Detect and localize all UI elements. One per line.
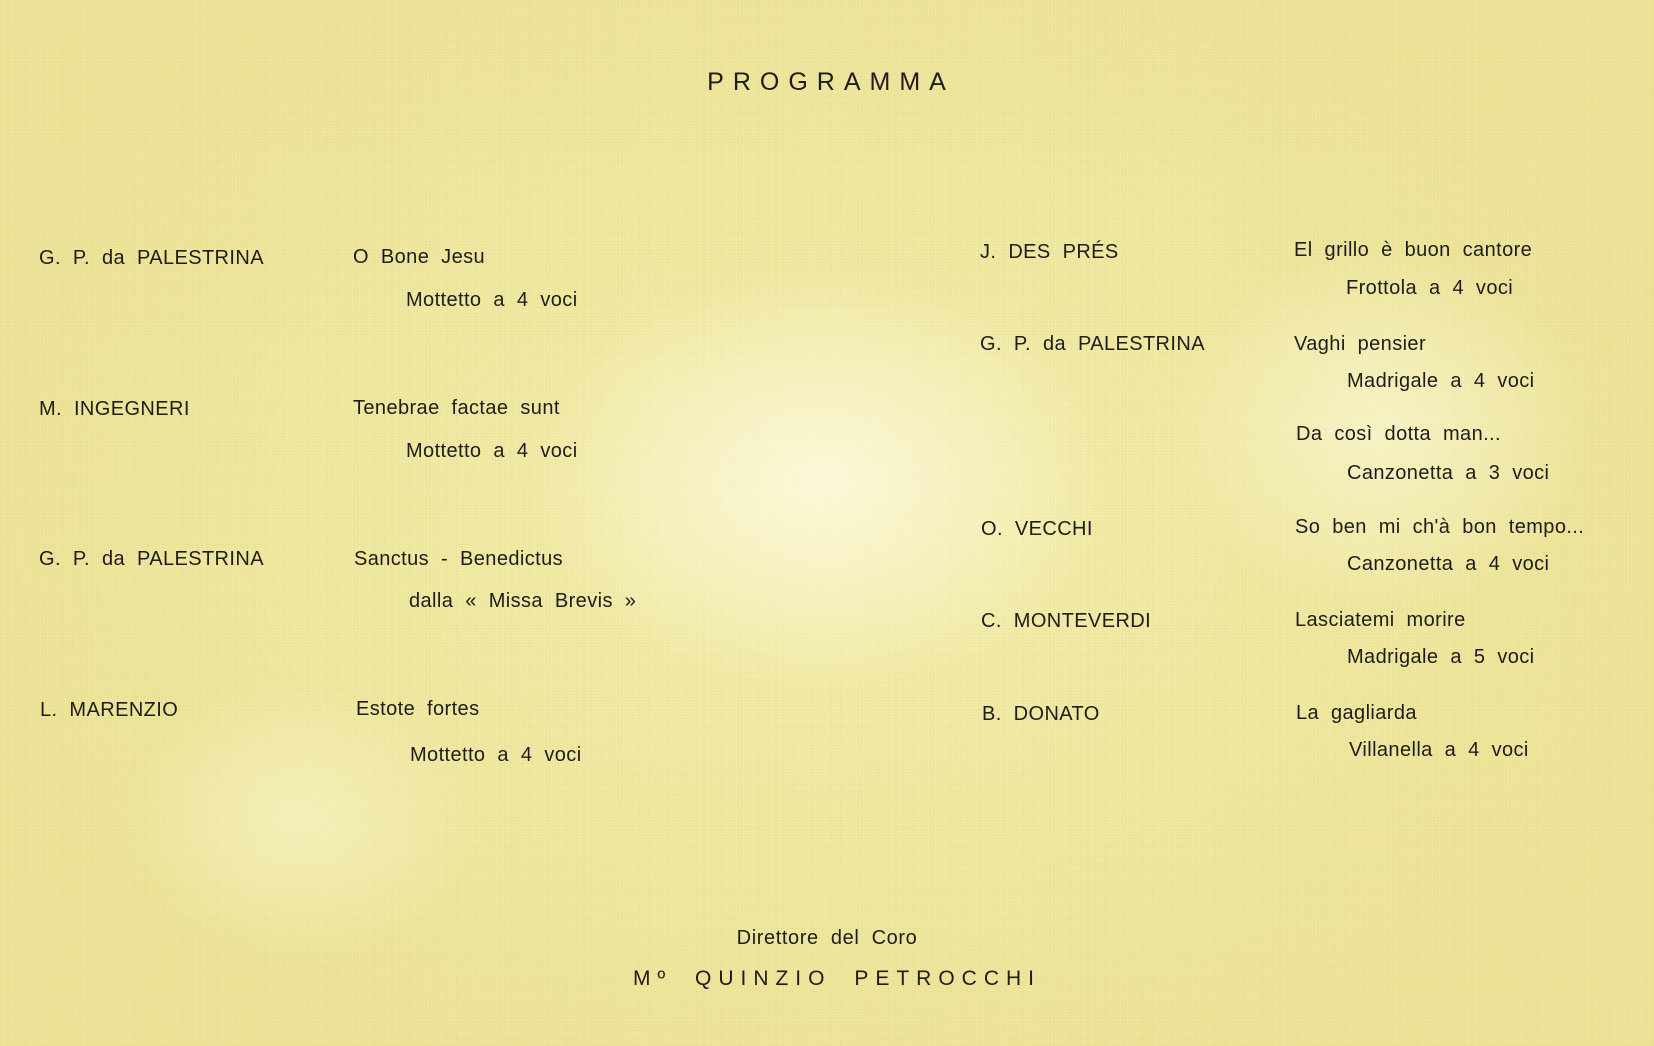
composer-name: L. MARENZIO: [40, 699, 179, 721]
work-detail: Madrigale a 4 voci: [1347, 370, 1535, 392]
work-title: O Bone Jesu: [353, 246, 486, 268]
composer-name: G. P. da PALESTRINA: [39, 548, 264, 570]
work-title: Tenebrae factae sunt: [353, 397, 560, 419]
page-title: PROGRAMMA: [707, 68, 955, 96]
work-detail: Canzonetta a 4 voci: [1347, 553, 1550, 575]
work-detail: Frottola a 4 voci: [1346, 277, 1514, 299]
work-detail: Canzonetta a 3 voci: [1347, 462, 1550, 484]
composer-name: O. VECCHI: [981, 518, 1093, 540]
work-title: Estote fortes: [356, 698, 480, 720]
work-detail: Mottetto a 4 voci: [406, 289, 578, 311]
work-title: La gagliarda: [1296, 702, 1417, 724]
work-title: Lasciatemi morire: [1295, 609, 1466, 631]
work-title: El grillo è buon cantore: [1294, 239, 1533, 261]
work-detail: dalla « Missa Brevis »: [409, 590, 637, 612]
work-detail: Mottetto a 4 voci: [406, 440, 578, 462]
work-title: Vaghi pensier: [1294, 333, 1427, 355]
work-detail: Madrigale a 5 voci: [1347, 646, 1535, 668]
composer-name: C. MONTEVERDI: [981, 610, 1152, 632]
composer-name: B. DONATO: [982, 703, 1100, 725]
work-detail: Villanella a 4 voci: [1349, 739, 1529, 761]
composer-name: G. P. da PALESTRINA: [980, 333, 1205, 355]
composer-name: J. DES PRÉS: [980, 241, 1119, 263]
work-detail: Mottetto a 4 voci: [410, 744, 582, 766]
composer-name: M. INGEGNERI: [39, 398, 190, 420]
director-role: Direttore del Coro: [736, 927, 918, 949]
director-name: Mº QUINZIO PETROCCHI: [632, 967, 1041, 990]
composer-name: G. P. da PALESTRINA: [39, 247, 264, 269]
work-title: Da così dotta man...: [1296, 423, 1501, 445]
work-title: So ben mi ch'à bon tempo...: [1295, 516, 1585, 538]
work-title: Sanctus - Benedictus: [354, 548, 563, 570]
